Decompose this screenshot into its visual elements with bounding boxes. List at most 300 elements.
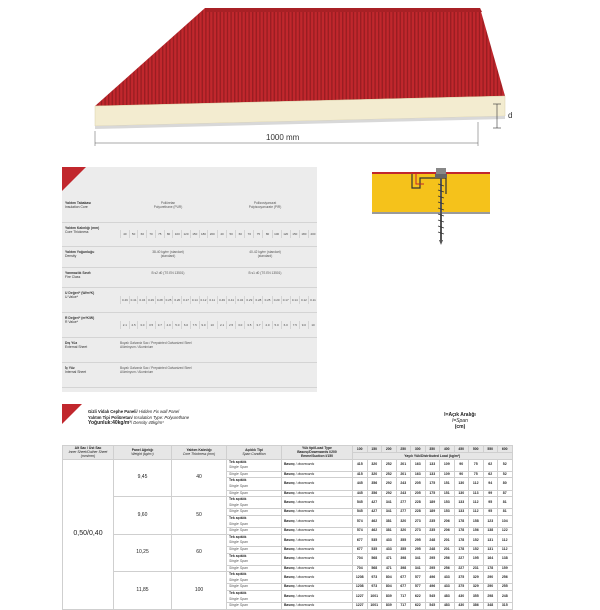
- spec-cell: 0.25: [165, 297, 172, 302]
- spec-cell: 3.5: [244, 321, 253, 329]
- condition-tr: Tek açıklık: [229, 459, 247, 464]
- spec-value-line: Polyisocyanurate (PIR): [248, 205, 282, 209]
- load-tr: Basınç: [284, 518, 295, 523]
- spec-cell: 2.5: [226, 321, 235, 329]
- load-value: 81: [498, 497, 513, 509]
- load-value: 62: [483, 459, 498, 471]
- load-value: 717: [396, 603, 411, 610]
- load-tr: Basınç: [284, 603, 295, 608]
- spec-cell: 0.12: [200, 297, 207, 302]
- load-value: 341: [382, 509, 397, 516]
- load-value: 138: [483, 528, 498, 535]
- condition-cell: [227, 509, 282, 516]
- label-tr: U Değeri* (W/m²K): [65, 291, 95, 295]
- span-header: 300: [411, 446, 426, 453]
- table-row: [63, 497, 513, 509]
- spec-cell: 0.20: [272, 296, 281, 304]
- load-value: 320: [367, 459, 382, 471]
- span-header: 100: [353, 446, 368, 453]
- load-value: 178: [454, 515, 469, 527]
- load-tr: Basınç: [284, 584, 295, 589]
- spec-cells: [120, 296, 216, 304]
- load-value: 104: [498, 515, 513, 527]
- column-header: [114, 446, 172, 460]
- load-value: 95: [483, 509, 498, 516]
- spec-value-line: Boyalı Galvaniz Sac / Prepainted Galvanized Steel: [120, 341, 192, 345]
- weight-cell: 10,25: [114, 534, 172, 572]
- label-en: Internal Sheet: [65, 370, 87, 375]
- thickness-cell: 50: [172, 497, 227, 535]
- load-value: 158: [469, 515, 484, 527]
- spec-value-line: Alüminyum / Aluminium: [120, 370, 154, 374]
- load-type-cell: Basınç / downwards: [282, 534, 353, 546]
- load-value: 292: [382, 490, 397, 497]
- spec-cell: 70: [244, 230, 253, 238]
- load-value: 112: [469, 497, 484, 509]
- spec-value: [120, 271, 216, 275]
- label-en: Density: [65, 254, 77, 259]
- load-value: 243: [396, 490, 411, 497]
- header-tr: Yalıtım Kalınlığı: [186, 448, 212, 453]
- spec-cell: 40: [217, 230, 226, 238]
- header-en: Span Condition: [242, 452, 266, 457]
- load-value: 427: [367, 509, 382, 516]
- column-header: [63, 446, 114, 460]
- title-en: Hidden Fix wall Panel: [138, 409, 180, 414]
- ins-tr: Yalıtım Tipi Poliüretan: [88, 414, 132, 420]
- spec-row-label: [65, 291, 94, 299]
- load-value: 133: [454, 509, 469, 516]
- spec-cell: 0.14: [191, 297, 198, 302]
- load-value: 804: [382, 572, 397, 584]
- spec-cell: 0.49: [121, 297, 128, 302]
- load-value: 622: [411, 591, 426, 603]
- load-value: 112: [469, 478, 484, 490]
- spec-cell: 200: [308, 230, 317, 238]
- load-value: 577: [411, 572, 426, 584]
- spec-row: [62, 337, 317, 363]
- load-value: 355: [396, 546, 411, 553]
- load-value: 341: [411, 553, 426, 565]
- load-value: 133: [454, 497, 469, 509]
- spec-cell: 0.41: [226, 296, 235, 304]
- load-value: 138: [498, 553, 513, 565]
- load-value: 87: [498, 490, 513, 497]
- spec-row: [62, 312, 317, 338]
- load-value: 228: [411, 509, 426, 516]
- load-en: downwards: [297, 537, 315, 542]
- corner-triangle: [62, 167, 86, 191]
- spec-cell: 0.49: [217, 296, 226, 304]
- spec-table: [62, 167, 317, 392]
- load-type-cell: Basınç / downwards: [282, 490, 353, 497]
- spec-cells: [217, 230, 317, 238]
- spec-row: [62, 362, 317, 388]
- spec-value: [120, 366, 192, 374]
- load-value: 386: [469, 603, 484, 610]
- condition-cell: [227, 534, 282, 546]
- span-header: 600: [498, 446, 513, 453]
- ins-en: Insulation Type: Polyurethane: [134, 414, 190, 420]
- load-value: 545: [353, 509, 368, 516]
- load-type-cell: Basınç / downwards: [282, 497, 353, 509]
- load-value: 273: [411, 528, 426, 535]
- spec-value-line: Boyalı Galvaniz Sac / Prepainted Galvanized Steel: [120, 366, 192, 370]
- load-value: 1227: [353, 591, 368, 603]
- condition-en: Single Span: [229, 577, 248, 582]
- spec-cell: 0.29: [148, 297, 154, 302]
- condition-cell: [227, 528, 282, 535]
- load-value: 52: [498, 471, 513, 478]
- spec-cell: 40: [120, 230, 129, 238]
- load-value: 163: [411, 471, 426, 478]
- load-en: downwards: [297, 499, 315, 504]
- load-table-title: Gizli Vidalı Cephe Paneli/ Hidden Fix wall Panel Yalıtım Tipi Poliüretan/ Insulation Type: Polyurethane Yoğunluk:40kg/m³/ Density 40kg/m³: [88, 409, 190, 427]
- spec-value: [217, 271, 313, 275]
- load-value: 677: [353, 534, 368, 546]
- load-value: 163: [411, 459, 426, 471]
- load-value: 113: [469, 490, 484, 497]
- load-value: 109: [440, 471, 455, 478]
- load-value: 175: [425, 490, 440, 497]
- load-value: 227: [454, 565, 469, 572]
- fastener-illustration: [372, 166, 490, 266]
- load-value: 471: [382, 553, 397, 565]
- label-en: External Sheet: [65, 345, 88, 350]
- load-tr: Basınç: [284, 509, 295, 514]
- condition-en: Single Span: [229, 584, 248, 589]
- load-value: 195: [469, 553, 484, 565]
- load-value: 243: [396, 478, 411, 490]
- condition-en: Single Span: [229, 509, 248, 514]
- spec-row-label: [65, 316, 94, 324]
- load-value: 839: [382, 603, 397, 610]
- load-value: 75: [469, 471, 484, 478]
- spec-cell: 2.5: [129, 321, 138, 329]
- load-value: 205: [411, 478, 426, 490]
- spec-cell: 0.34: [139, 297, 146, 302]
- load-type-cell: Basınç / downwards: [282, 553, 353, 565]
- load-value: 227: [454, 553, 469, 565]
- spec-value-line: 40-42 kg/m³ (standart): [249, 250, 281, 254]
- load-type-cell: Basınç / downwards: [282, 591, 353, 603]
- spec-value-line: B s2 d0 (TS EN 13501): [151, 271, 185, 275]
- load-value: 130: [454, 478, 469, 490]
- dens-tr: Yoğunluk:40kg/m³: [88, 420, 131, 427]
- spec-cell: 0.41: [130, 297, 137, 302]
- load-en: downwards: [297, 565, 315, 570]
- load-header-line: Emme/Suction l/150: [300, 454, 334, 459]
- load-value: 273: [411, 515, 426, 527]
- label-en: Fire Class: [65, 275, 81, 280]
- load-value: 255: [498, 584, 513, 591]
- load-value: 356: [367, 478, 382, 490]
- load-value: 131: [483, 546, 498, 553]
- load-value: 178: [483, 565, 498, 572]
- load-value: 90: [454, 459, 469, 471]
- header-tr: Alt Sac / Üst Sac: [74, 446, 102, 450]
- spec-value: [217, 250, 313, 258]
- load-value: 109: [440, 459, 455, 471]
- spec-cell: 4.0: [164, 321, 173, 329]
- condition-en: Single Span: [229, 528, 248, 533]
- weight-cell: 11,85: [114, 572, 172, 610]
- weight-cell: 9,60: [114, 497, 172, 535]
- spec-row-label: [65, 366, 86, 374]
- spec-cell: 0.20: [174, 297, 181, 302]
- condition-tr: Tek açıklık: [229, 534, 247, 539]
- load-tr: Basınç: [284, 462, 295, 467]
- condition-tr: Tek açıklık: [229, 478, 247, 483]
- load-value: 315: [498, 603, 513, 610]
- table-row: [63, 534, 513, 546]
- load-en: downwards: [297, 546, 315, 551]
- load-value: 355: [469, 591, 484, 603]
- load-tr: Basınç: [284, 471, 295, 476]
- spec-cell: 60: [137, 230, 146, 238]
- load-value: 398: [396, 565, 411, 572]
- load-value: 131: [483, 534, 498, 546]
- spec-row: [62, 267, 317, 288]
- load-value: 94: [483, 478, 498, 490]
- load-type-header: [282, 446, 353, 460]
- load-value: 973: [367, 584, 382, 591]
- span-header: 350: [425, 446, 440, 453]
- spec-cell: 0.11: [207, 296, 216, 304]
- label-en: R Value*: [65, 320, 79, 325]
- load-en: downwards: [297, 471, 315, 476]
- spec-cell: 0.28: [253, 296, 262, 304]
- span-header: 400: [440, 446, 455, 453]
- spec-cell: 200: [207, 230, 216, 238]
- spec-cell: 0.12: [299, 296, 308, 304]
- load-en: downwards: [297, 575, 315, 580]
- spec-row-label: [65, 250, 94, 258]
- condition-cell: [227, 565, 282, 572]
- spec-value: [217, 201, 313, 209]
- span-header: 250: [396, 446, 411, 453]
- load-value: 356: [367, 490, 382, 497]
- load-value: 90: [454, 471, 469, 478]
- load-value: 52: [498, 459, 513, 471]
- load-en: downwards: [297, 509, 315, 514]
- load-value: 427: [367, 497, 382, 509]
- spec-cell: 4.0: [262, 321, 271, 329]
- spec-value-line: Polyurethane (PUR): [153, 205, 183, 209]
- load-value: 398: [396, 553, 411, 565]
- thickness-cell: 100: [172, 572, 227, 610]
- load-en: downwards: [297, 481, 315, 486]
- load-tr: Basınç: [284, 537, 295, 542]
- load-value: 206: [440, 515, 455, 527]
- load-value: 201: [396, 459, 411, 471]
- label-tr: Yalıtım Yoğunluğu: [65, 250, 95, 254]
- panel-top-edge: [205, 8, 482, 12]
- load-value: 99: [483, 490, 498, 497]
- spec-value-line: Alüminyum / Aluminium: [120, 345, 154, 349]
- load-value: 248: [425, 534, 440, 546]
- load-value: 159: [498, 565, 513, 572]
- load-value: 545: [425, 591, 440, 603]
- load-tr: Basınç: [284, 565, 295, 570]
- header-en: Core Thickness (mm): [182, 452, 216, 457]
- load-value: 574: [353, 528, 368, 535]
- spec-value: [120, 341, 192, 349]
- load-value: 545: [353, 497, 368, 509]
- condition-tr: Tek açıklık: [229, 553, 247, 558]
- load-value: 123: [483, 515, 498, 527]
- load-value: 677: [396, 584, 411, 591]
- load-value: 153: [440, 509, 455, 516]
- load-value: 292: [382, 478, 397, 490]
- load-value: 152: [469, 534, 484, 546]
- load-value: 201: [440, 546, 455, 553]
- load-value: 577: [411, 584, 426, 591]
- load-value: 415: [353, 459, 368, 471]
- spec-cell: 0.28: [156, 297, 163, 302]
- spec-cell: 6.0: [181, 321, 190, 329]
- load-value: 277: [396, 497, 411, 509]
- condition-tr: Tek açıklık: [229, 572, 247, 577]
- load-value: 574: [353, 515, 368, 527]
- load-value: 133: [425, 459, 440, 471]
- load-value: 320: [396, 528, 411, 535]
- spec-cell: 0.17: [281, 296, 290, 304]
- load-value: 535: [367, 534, 382, 546]
- load-value: 622: [411, 603, 426, 610]
- table-row: [63, 459, 513, 471]
- load-value: 839: [382, 591, 397, 603]
- spec-cells: [217, 321, 317, 329]
- load-type-cell: Basınç / downwards: [282, 603, 353, 610]
- condition-cell: [227, 553, 282, 565]
- load-value: 295: [411, 546, 426, 553]
- load-value: 156: [469, 528, 484, 535]
- load-value: 290: [483, 572, 498, 584]
- spec-value-line: Poliizosiyanurat: [253, 201, 277, 205]
- load-value: 235: [425, 515, 440, 527]
- label-tr: Yalıtım Kalınlığı (mm): [65, 226, 100, 230]
- load-value: 677: [353, 546, 368, 553]
- label-tr: Yalıtım Tabakası: [65, 201, 92, 205]
- label-tr: Dış Yüz: [65, 341, 78, 345]
- spec-cells: [217, 296, 317, 304]
- spec-cell: 120: [181, 230, 190, 238]
- label-tr: Yanmazlık Sınıfı: [65, 271, 91, 275]
- load-value: 81: [498, 509, 513, 516]
- spec-cell: 60: [235, 230, 244, 238]
- load-value: 320: [367, 471, 382, 478]
- sheet-value: 0,50/0,40: [63, 459, 114, 609]
- spec-cell: 3.0: [235, 321, 244, 329]
- span-box: [384, 404, 536, 444]
- spec-cell: 100: [172, 230, 181, 238]
- load-value: 375: [454, 584, 469, 591]
- load-value: 248: [425, 546, 440, 553]
- load-value: 445: [353, 478, 368, 490]
- spec-row-label: [65, 341, 87, 349]
- spec-cell: 120: [281, 230, 290, 238]
- load-value: 62: [483, 471, 498, 478]
- load-en: downwards: [297, 490, 315, 495]
- load-value: 290: [483, 584, 498, 591]
- load-tr: Basınç: [284, 593, 295, 598]
- load-tr: Basınç: [284, 546, 295, 551]
- span-title: l=Açık Aralığı: [444, 412, 476, 418]
- load-value: 348: [483, 603, 498, 610]
- load-tr: Basınç: [284, 556, 295, 561]
- load-value: 295: [425, 565, 440, 572]
- spec-cell: 75: [155, 230, 164, 238]
- header-tr: Açıklık Tipi: [245, 448, 263, 453]
- load-type-cell: Basınç / downwards: [282, 572, 353, 584]
- load-value: 201: [396, 471, 411, 478]
- load-value: 433: [440, 584, 455, 591]
- load-value: 415: [353, 471, 368, 478]
- load-type-cell: Basınç / downwards: [282, 478, 353, 490]
- condition-tr: Tek açıklık: [229, 497, 247, 502]
- spec-cell: 50: [226, 230, 235, 238]
- condition-en: Single Span: [229, 565, 248, 570]
- load-value: 704: [353, 565, 368, 572]
- spec-cell: 10: [308, 321, 317, 329]
- load-value: 256: [440, 553, 455, 565]
- condition-en: Single Span: [229, 465, 248, 470]
- condition-cell: [227, 515, 282, 527]
- condition-cell: [227, 584, 282, 591]
- spec-cell: 150: [190, 230, 199, 238]
- load-value: 430: [454, 591, 469, 603]
- thickness-cell: 40: [172, 459, 227, 497]
- load-table: [62, 445, 513, 610]
- load-value: 206: [440, 528, 455, 535]
- load-type-cell: Basınç / downwards: [282, 584, 353, 591]
- load-value: 277: [396, 509, 411, 516]
- load-en: downwards: [297, 593, 315, 598]
- load-value: 1001: [367, 603, 382, 610]
- load-value: 95: [483, 497, 498, 509]
- spec-cell: 0.25: [262, 296, 271, 304]
- load-value: 153: [440, 497, 455, 509]
- spec-cell: 5.0: [272, 321, 281, 329]
- distributed-load-header: Yayılı Yük/Distributed Load (kg/m²): [353, 452, 513, 459]
- load-tr: Basınç: [284, 499, 295, 504]
- condition-en: Single Span: [229, 483, 248, 488]
- load-value: 178: [454, 534, 469, 546]
- spec-cell: 7.5: [190, 321, 199, 329]
- load-value: 205: [411, 490, 426, 497]
- load-value: 112: [498, 546, 513, 553]
- load-type-cell: Basınç / downwards: [282, 471, 353, 478]
- load-en: downwards: [297, 528, 315, 533]
- label-en: U Value*: [65, 295, 79, 300]
- spec-cell: 150: [290, 230, 299, 238]
- span-header: 150: [367, 446, 382, 453]
- condition-tr: Tek açıklık: [229, 591, 247, 596]
- condition-en: Single Span: [229, 471, 248, 476]
- load-value: 152: [469, 546, 484, 553]
- spec-value-line: B s1 d0 (TS EN 13501): [248, 271, 282, 275]
- thickness-cell: 60: [172, 534, 227, 572]
- thickness-label: d: [508, 111, 513, 120]
- condition-cell: [227, 478, 282, 490]
- spec-cell: 0.34: [235, 296, 244, 304]
- condition-en: Single Span: [229, 490, 248, 495]
- load-en: downwards: [297, 584, 315, 589]
- load-value: 178: [454, 546, 469, 553]
- spec-cells: [120, 230, 216, 238]
- load-value: 545: [425, 603, 440, 610]
